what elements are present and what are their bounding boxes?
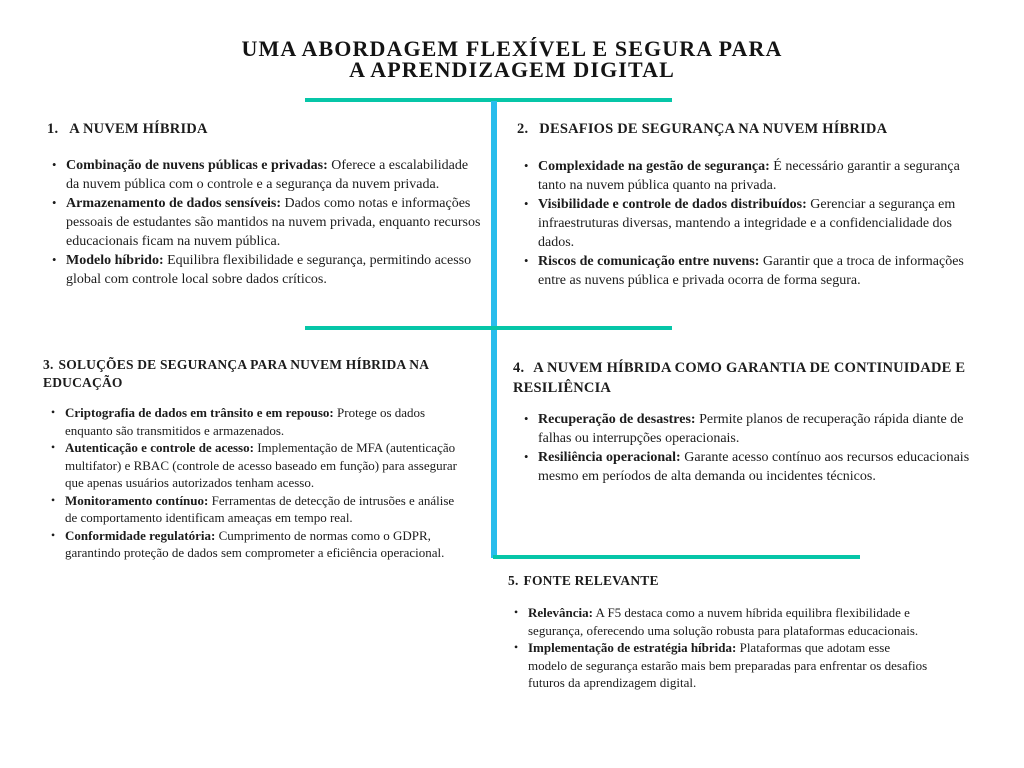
divider-top-horizontal — [305, 98, 672, 102]
section-security-challenges — [517, 120, 991, 290]
divider-bottom-horizontal — [493, 555, 860, 559]
list-item — [538, 410, 993, 448]
section-number: 2. — [517, 121, 529, 137]
bullet-text: Plataformas que adotam esse modelo de segurança estarão mais bem preparadas para enfrentar os desafios futuros da aprendizagem digital. — [528, 640, 928, 690]
bullet-text: Garante acesso contínuo aos recursos educacionais mesmo em períodos de alta demanda ou incidentes técnicos. — [538, 450, 970, 484]
bullet-text: A F5 destaca como a nuvem híbrida equilibra flexibilidade e segurança, oferecendo uma solução robusta para plataformas educacionais. — [528, 605, 919, 638]
section-relevant-source — [508, 572, 932, 692]
bullet-text: Cumprimento de normas como o GDPR, garantindo proteção de dados sem comprometer a eficiência operacional. — [65, 527, 445, 560]
bullet-list — [508, 604, 932, 692]
list-item — [65, 404, 467, 439]
bullet-text: Ferramentas de detecção de intrusões e análise de comportamento identificam ameaças em tempo real. — [65, 492, 455, 525]
list-item — [538, 157, 991, 195]
section-number: 4. — [513, 360, 525, 376]
bullet-lead: Visibilidade e controle de dados distribuídos: — [538, 197, 807, 212]
section-heading-text: SOLUÇÕES DE SEGURANÇA PARA NUVEM HÍBRIDA NA EDUCAÇÃO — [43, 357, 429, 390]
section-number: 5. — [508, 573, 519, 588]
bullet-text: Dados como notas e informações pessoais de estudantes são mantidos na nuvem privada, enquanto recursos educacionais ficam na nuvem pública. — [66, 196, 481, 249]
bullet-lead: Armazenamento de dados sensíveis: — [66, 196, 282, 211]
list-item — [65, 527, 467, 562]
section-heading — [508, 572, 932, 590]
bullet-text: Gerenciar a segurança em infraestruturas diversas, mantendo a integridade e a confidencialidade dos dados. — [538, 197, 956, 250]
bullet-lead: Complexidade na gestão de segurança: — [538, 159, 770, 174]
bullet-text: Implementação de MFA (autenticação multifator) e RBAC (controle de acesso baseado em função) para assegurar que apenas usuários autorizados tenham acesso. — [65, 440, 458, 490]
section-heading — [517, 120, 991, 139]
section-heading — [43, 356, 467, 392]
bullet-lead: Modelo híbrido: — [66, 253, 164, 268]
section-heading-text: DESAFIOS DE SEGURANÇA NA NUVEM HÍBRIDA — [539, 121, 888, 137]
bullet-list — [47, 156, 481, 289]
list-item — [528, 639, 932, 692]
bullet-text: É necessário garantir a segurança tanto na nuvem pública quanto na privada. — [538, 159, 960, 193]
bullet-text: Oferece a escalabilidade da nuvem pública com o controle e a segurança da nuvem privada. — [66, 158, 469, 192]
section-heading — [513, 358, 993, 398]
divider-middle-horizontal — [305, 326, 672, 330]
section-number: 3. — [43, 357, 54, 372]
list-item — [65, 492, 467, 527]
bullet-lead: Riscos de comunicação entre nuvens: — [538, 254, 760, 269]
bullet-text: Equilibra flexibilidade e segurança, permitindo acesso global com controle local sobre dados críticos. — [66, 253, 472, 287]
bullet-lead: Autenticação e controle de acesso: — [65, 440, 254, 455]
list-item — [65, 439, 467, 492]
list-item — [66, 156, 481, 194]
bullet-lead: Implementação de estratégia híbrida: — [528, 640, 737, 655]
section-heading-text: FONTE RELEVANTE — [523, 573, 659, 588]
section-hybrid-cloud — [47, 120, 481, 289]
bullet-text: Protege os dados enquanto são transmitidos e armazenados. — [65, 405, 426, 438]
page-title-line-1: UMA ABORDAGEM FLEXÍVEL E SEGURA PARA — [241, 36, 783, 61]
bullet-lead: Conformidade regulatória: — [65, 527, 216, 543]
bullet-list — [513, 410, 993, 486]
bullet-list — [43, 404, 467, 562]
bullet-lead: Criptografia de dados em trânsito e em repouso: — [65, 405, 334, 420]
bullet-list — [517, 157, 991, 290]
bullet-text: Permite planos de recuperação rápida diante de falhas ou interrupções operacionais. — [538, 412, 964, 446]
list-item — [528, 604, 932, 639]
list-item — [538, 448, 993, 486]
section-security-solutions — [43, 356, 467, 562]
bullet-lead: Relevância: — [528, 605, 593, 620]
list-item — [66, 251, 481, 289]
section-continuity-resilience — [513, 358, 993, 486]
list-item — [66, 194, 481, 251]
bullet-lead: Resiliência operacional: — [538, 450, 681, 465]
bullet-text: Garantir que a troca de informações entre as nuvens pública e privada ocorra de forma segura. — [538, 254, 964, 288]
page-title — [0, 38, 1024, 80]
section-number: 1. — [47, 121, 59, 137]
list-item — [538, 252, 991, 290]
bullet-lead: Combinação de nuvens públicas e privadas: — [66, 158, 328, 173]
section-heading — [47, 120, 481, 139]
section-heading-text: A NUVEM HÍBRIDA — [69, 121, 208, 137]
bullet-lead: Monitoramento contínuo: — [65, 492, 209, 508]
page-title-line-2: A APRENDIZAGEM DIGITAL — [349, 57, 675, 82]
list-item — [538, 195, 991, 252]
bullet-lead: Recuperação de desastres: — [538, 412, 696, 427]
section-heading-text: A NUVEM HÍBRIDA COMO GARANTIA DE CONTINUIDADE E RESILIÊNCIA — [513, 360, 966, 396]
